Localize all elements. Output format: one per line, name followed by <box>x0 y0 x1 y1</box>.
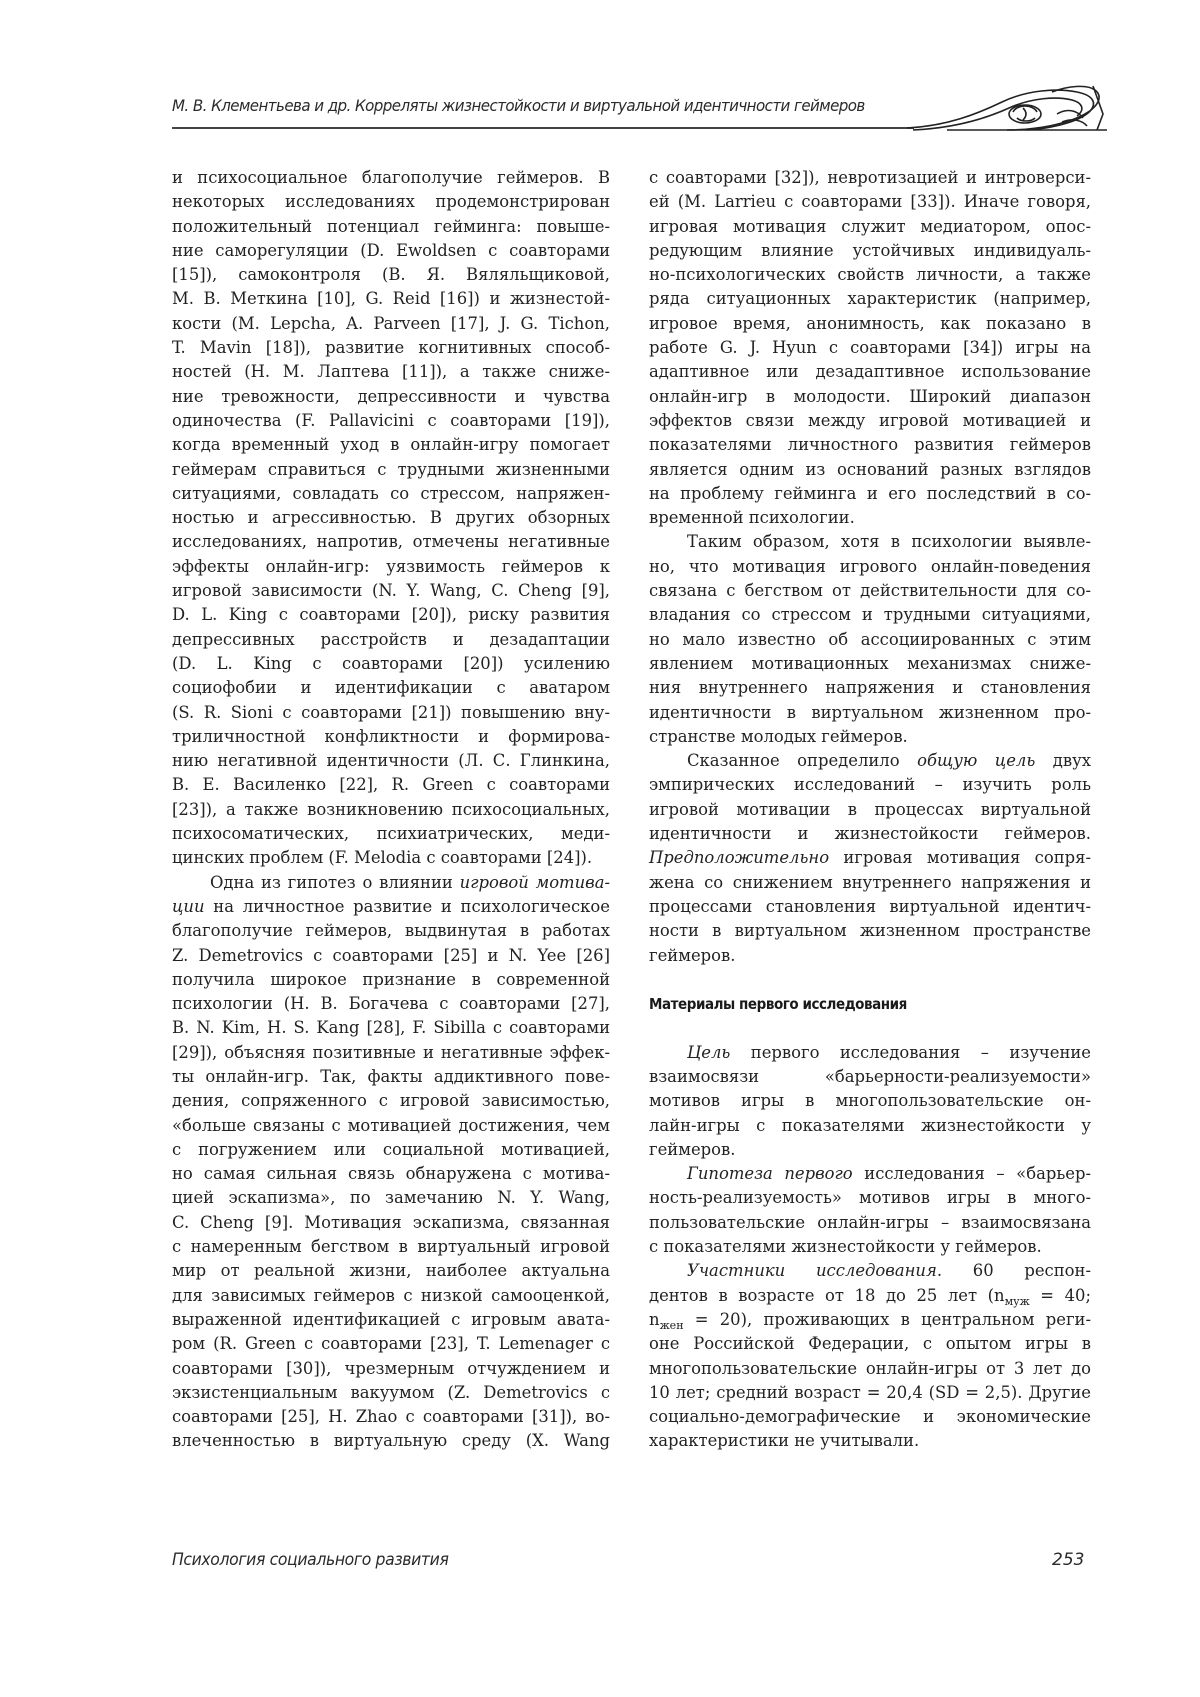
text-span: психологии (Н. В. Богачева с соавторами [27], <box>172 994 610 1014</box>
running-title: М. В. Клементьева и др. Корреляты жизнестойкости и виртуальной идентичности геймеров <box>172 96 865 115</box>
text-line <box>172 798 610 822</box>
text-span: цией эскапизма», по замечанию N. Y. Wang, <box>172 1188 610 1208</box>
text-line <box>172 1089 610 1113</box>
text-span: для зависимых геймеров с низкой самооценкой, <box>172 1285 610 1305</box>
text-line <box>649 895 1091 919</box>
paragraph-first-line <box>172 871 610 895</box>
text-span: ностью и агрессивностью. В других обзорных <box>172 508 610 528</box>
text-span: ром (R. Green с соавторами [23], T. Lemenager с <box>172 1334 610 1354</box>
blank-line <box>649 968 1091 992</box>
paragraph-first-line <box>649 530 1091 554</box>
text-line <box>649 1405 1091 1429</box>
text-line <box>172 336 610 360</box>
text-line <box>172 773 610 797</box>
text-span: [29]), объясняя позитивные и негативные эффек- <box>172 1042 610 1062</box>
text-line <box>172 968 610 992</box>
text-span: ностей (Н. М. Лаптева [11]), а также сниже- <box>172 362 610 382</box>
text-line <box>172 215 610 239</box>
text-span: [15]), самоконтроля (В. Я. Вяляльщиковой, <box>172 265 610 285</box>
paragraph-first-line <box>649 749 1091 773</box>
text-span: ты онлайн-игр. Так, факты аддиктивного пове- <box>172 1066 610 1086</box>
text-line <box>649 312 1091 336</box>
text-span: первого исследования – изучение <box>730 1042 1091 1062</box>
italic-text: Цель <box>687 1042 731 1062</box>
text-span: мир от реальной жизни, наиболее актуальна <box>172 1261 610 1281</box>
text-span: игровое время, анонимность, как показано в <box>649 313 1091 333</box>
text-line <box>172 1429 610 1453</box>
text-line <box>649 1284 1091 1308</box>
text-line <box>649 919 1091 943</box>
text-line <box>172 676 610 700</box>
text-span: редующим влияние устойчивых индивидуаль- <box>649 240 1091 260</box>
text-line <box>172 1284 610 1308</box>
text-span: (D. L. King с соавторами [20]) усилению <box>172 653 610 673</box>
text-line <box>649 701 1091 725</box>
text-span: социофобии и идентификации с аватаром <box>172 678 610 698</box>
text-span: Таким образом, хотя в психологии выявле- <box>687 532 1091 552</box>
text-line <box>172 360 610 384</box>
text-span: 10 лет; средний возраст = 20,4 (SD = 2,5). Другие <box>649 1382 1091 1402</box>
text-span: исследованиях, напротив, отмечены негативные <box>172 532 610 552</box>
text-span: оне Российской Федерации, с опытом игры в <box>649 1334 1091 1354</box>
text-span: явлением мотивационных механизмах сниже- <box>649 653 1091 673</box>
paragraph-first-line <box>649 1259 1091 1283</box>
text-span: показателями личностного развития геймеров <box>649 435 1091 455</box>
running-header <box>172 96 1102 136</box>
italic-text: Предположительно <box>649 848 830 868</box>
text-line <box>172 603 610 627</box>
text-span: связана с бегством от действительности для со- <box>649 581 1091 601</box>
text-span: жена со снижением внутреннего напряжения и <box>649 872 1091 892</box>
text-span: экзистенциальным вакуумом (Z. Demetrovics с <box>172 1382 610 1402</box>
text-span: дентов в возрасте от 18 до 25 лет (n <box>649 1285 1005 1305</box>
text-span: когда временный уход в онлайн-игру помогает <box>172 435 610 455</box>
text-line <box>649 166 1091 190</box>
text-line <box>172 239 610 263</box>
text-line <box>649 263 1091 287</box>
header-rule <box>172 127 914 129</box>
text-line <box>649 239 1091 263</box>
text-span: = 40; <box>1029 1285 1091 1305</box>
text-span: ряда ситуационных характеристик (например, <box>649 289 1091 309</box>
text-line <box>649 190 1091 214</box>
text-span: психосоматических, психиатрических, меди- <box>172 824 610 844</box>
text-line <box>172 1259 610 1283</box>
text-line <box>649 1429 1091 1453</box>
text-line <box>172 458 610 482</box>
italic-text: общую цель <box>917 751 1036 771</box>
text-line <box>172 846 610 870</box>
text-line <box>649 1308 1091 1332</box>
text-line <box>172 433 610 457</box>
text-line <box>649 846 1091 870</box>
text-line <box>172 482 610 506</box>
text-span: . 60 респон- <box>936 1261 1091 1281</box>
section-heading <box>649 992 1047 1016</box>
text-span: получила широкое признание в современной <box>172 969 610 989</box>
text-span: ей (M. Larrieu с соавторами [33]). Иначе говоря, <box>649 192 1091 212</box>
text-line <box>172 1114 610 1138</box>
text-line <box>649 1114 1091 1138</box>
blank-line <box>649 1016 1091 1040</box>
italic-text: Гипотеза первого <box>687 1164 853 1184</box>
text-line <box>649 458 1091 482</box>
text-span: эмпирических исследований – изучить роль <box>649 775 1091 795</box>
text-span: D. L. King с соавторами [20]), риску развития <box>172 605 610 625</box>
text-line <box>172 944 610 968</box>
text-span: двух <box>1035 751 1091 771</box>
text-span: эффекты онлайн-игр: уязвимость геймеров к <box>172 556 610 576</box>
text-span: на проблему гейминга и его последствий в со- <box>649 483 1091 503</box>
text-span: благополучие геймеров, выдвинутая в работах <box>172 921 610 941</box>
text-span: ния внутреннего напряжения и становления <box>649 678 1091 698</box>
text-line <box>172 1162 610 1186</box>
text-span: = 20), проживающих в центральном реги- <box>683 1309 1091 1329</box>
text-line <box>172 895 610 919</box>
subscript: жен <box>659 1318 684 1332</box>
text-line <box>172 1405 610 1429</box>
text-line <box>649 1332 1091 1356</box>
text-span: цинских проблем (F. Melodia с соавторами [24]). <box>172 848 593 868</box>
text-line <box>649 1211 1091 1235</box>
text-span: положительный потенциал гейминга: повыше- <box>172 216 610 236</box>
text-span: взаимосвязи «барьерности-реализуемости» <box>649 1066 1091 1086</box>
text-line <box>172 385 610 409</box>
text-span: и психосоциальное благополучие геймеров. В <box>172 168 610 187</box>
page-number: 253 <box>1052 1550 1085 1570</box>
text-line <box>649 1235 1091 1259</box>
text-line <box>649 628 1091 652</box>
text-line <box>172 992 610 1016</box>
text-span: игровая мотивация служит медиатором, опос- <box>649 216 1091 236</box>
text-span: ность-реализуемость» мотивов игры в много- <box>649 1188 1091 1208</box>
text-span: с показателями жизнестойкости у геймеров. <box>649 1237 1042 1257</box>
text-span: Z. Demetrovics с соавторами [25] и N. Yee [26] <box>172 945 610 965</box>
text-line <box>172 1016 610 1040</box>
text-line <box>172 287 610 311</box>
text-span: одиночества (F. Pallavicini с соавторами [19]), <box>172 410 610 430</box>
text-line <box>649 1138 1091 1162</box>
text-line <box>649 1065 1091 1089</box>
text-line <box>172 579 610 603</box>
text-span: на личностное развитие и психологическое <box>204 896 610 916</box>
text-span: Сказанное определило <box>687 751 918 771</box>
text-line <box>172 628 610 652</box>
text-line <box>649 215 1091 239</box>
italic-text: игровой мотива- <box>459 872 611 892</box>
text-line <box>649 603 1091 627</box>
text-span: лайн-игры с показателями жизнестойкости у <box>649 1115 1091 1135</box>
text-span: игровой мотивации в процессах виртуальной <box>649 799 1091 819</box>
text-line <box>649 409 1091 433</box>
text-span: с соавторами [32]), невротизацией и интроверси- <box>649 168 1091 187</box>
text-line <box>649 385 1091 409</box>
art-nouveau-ornament-icon <box>907 84 1107 136</box>
text-span: владания со стрессом и трудными ситуациями, <box>649 605 1091 625</box>
text-line <box>649 1089 1091 1113</box>
text-span: идентичности в виртуальном жизненном про- <box>649 702 1091 722</box>
text-line <box>172 166 610 190</box>
text-span: C. Cheng [9]. Мотивация эскапизма, связанная <box>172 1212 610 1232</box>
text-line <box>649 676 1091 700</box>
text-span: В. Е. Василенко [22], R. Green с соавторами <box>172 775 610 795</box>
text-span: ности в виртуальном жизненном пространстве <box>649 921 1091 941</box>
text-span: ние саморегуляции (D. Ewoldsen с соавторами <box>172 240 610 260</box>
text-span: триличностной конфликтности и формирова- <box>172 726 610 746</box>
left-column <box>172 166 610 1454</box>
text-span: является одним из оснований разных взглядов <box>649 459 1091 479</box>
text-span: но-психологических свойств личности, а также <box>649 265 1091 285</box>
text-span: М. В. Меткина [10], G. Reid [16]) и жизнестой- <box>172 289 610 309</box>
text-line <box>649 579 1091 603</box>
text-line <box>172 1065 610 1089</box>
text-span: некоторых исследованиях продемонстрирован <box>172 192 610 212</box>
text-line <box>649 773 1091 797</box>
text-span: (S. R. Sioni с соавторами [21]) повышению вну- <box>172 702 610 722</box>
text-line <box>172 1381 610 1405</box>
text-line <box>172 1041 610 1065</box>
italic-text: ции <box>172 896 205 916</box>
text-span: идентичности и жизнестойкости геймеров. <box>649 824 1091 844</box>
text-span: работе G. J. Hyun с соавторами [34]) игры на <box>649 338 1091 358</box>
text-line <box>172 919 610 943</box>
text-span: нию негативной идентичности (Л. С. Глинкина, <box>172 751 610 771</box>
text-span: характеристики не учитывали. <box>649 1431 920 1451</box>
text-line <box>649 336 1091 360</box>
paragraph-first-line <box>649 1041 1091 1065</box>
text-span: процессами становления виртуальной идентич- <box>649 896 1091 916</box>
text-span: но мало известно об ассоциированных с этим <box>649 629 1091 649</box>
text-span: игровая мотивация сопря- <box>829 848 1091 868</box>
text-line <box>649 725 1091 749</box>
text-line <box>649 1357 1091 1381</box>
text-line <box>172 725 610 749</box>
text-span: с намеренным бегством в виртуальный игровой <box>172 1237 610 1257</box>
subscript: муж <box>1004 1294 1030 1308</box>
paragraph-first-line <box>649 1162 1091 1186</box>
text-line <box>649 433 1091 457</box>
text-span: геймерам справиться с трудными жизненными <box>172 459 610 479</box>
text-line <box>649 1186 1091 1210</box>
text-span: T. Mavin [18]), развитие когнитивных способ- <box>172 338 610 358</box>
text-line <box>172 312 610 336</box>
text-span: [23]), а также возникновению психосоциальных, <box>172 799 610 819</box>
text-line <box>172 530 610 554</box>
text-line <box>172 652 610 676</box>
text-line <box>172 749 610 773</box>
text-line <box>172 1235 610 1259</box>
text-line <box>649 652 1091 676</box>
text-line <box>649 822 1091 846</box>
text-span: игровой зависимости (N. Y. Wang, C. Cheng [9], <box>172 581 610 601</box>
text-span: онлайн-игр в молодости. Широкий диапазон <box>649 386 1091 406</box>
text-span: геймеров. <box>649 1139 736 1159</box>
text-line <box>649 287 1091 311</box>
text-span: «больше связаны с мотивацией достижения, чем <box>172 1115 610 1135</box>
text-span: странстве молодых геймеров. <box>649 726 908 746</box>
text-span: n <box>649 1309 660 1329</box>
text-span: ситуациями, совладать со стрессом, напряжен- <box>172 483 610 503</box>
italic-text: Участники исследования <box>687 1261 937 1281</box>
text-line <box>172 1138 610 1162</box>
text-line <box>172 1332 610 1356</box>
text-span: эффектов связи между игровой мотивацией и <box>649 410 1091 430</box>
text-span: дения, сопряженного с игровой зависимостью, <box>172 1091 610 1111</box>
text-line <box>172 1211 610 1235</box>
text-span: Одна из гипотез о влиянии <box>210 872 460 892</box>
text-span: B. N. Kim, H. S. Kang [28], F. Sibilla с соавторами <box>172 1018 610 1038</box>
text-span: соавторами [25], H. Zhao с соавторами [31]), во- <box>172 1407 610 1427</box>
text-span: геймеров. <box>649 945 736 965</box>
text-span: с погружением или социальной мотивацией, <box>172 1139 610 1159</box>
text-span: выраженной идентификацией с игровым авата- <box>172 1309 610 1329</box>
text-line <box>172 1357 610 1381</box>
text-line <box>649 798 1091 822</box>
text-span: многопользовательские онлайн-игры от 3 лет до <box>649 1358 1091 1378</box>
text-span: временной психологии. <box>649 508 855 528</box>
text-span: кости (M. Lepcha, A. Parveen [17], J. G. Tichon, <box>172 313 610 333</box>
text-span: влеченностью в виртуальную среду (X. Wang <box>172 1431 610 1451</box>
text-span: пользовательские онлайн-игры – взаимосвязана <box>649 1212 1091 1232</box>
text-line <box>649 482 1091 506</box>
footer-journal-title: Психология социального развития <box>172 1550 449 1570</box>
text-line <box>172 1186 610 1210</box>
text-line <box>649 944 1091 968</box>
text-line <box>172 1308 610 1332</box>
text-line <box>649 506 1091 530</box>
text-line <box>172 701 610 725</box>
text-span: но самая сильная связь обнаружена с мотива- <box>172 1164 610 1184</box>
text-line <box>172 409 610 433</box>
text-span: адаптивное или дезадаптивное использование <box>649 362 1091 382</box>
text-span: соавторами [30]), чрезмерным отчуждением и <box>172 1358 610 1378</box>
text-line <box>172 822 610 846</box>
text-line <box>172 555 610 579</box>
text-line <box>172 506 610 530</box>
text-span: мотивов игры в многопользовательские он- <box>649 1091 1091 1111</box>
text-span: Материалы первого исследования <box>649 995 907 1014</box>
text-line <box>172 190 610 214</box>
text-line <box>649 360 1091 384</box>
right-column <box>649 166 1091 1454</box>
text-span: но, что мотивация игрового онлайн-поведения <box>649 556 1091 576</box>
text-span: социально-демографические и экономические <box>649 1407 1091 1427</box>
text-span: исследования – «барьер- <box>852 1164 1091 1184</box>
text-line <box>649 1381 1091 1405</box>
text-span: депрессивных расстройств и дезадаптации <box>172 629 610 649</box>
text-line <box>649 871 1091 895</box>
text-line <box>649 555 1091 579</box>
text-span: ние тревожности, депрессивности и чувства <box>172 386 610 406</box>
text-line <box>172 263 610 287</box>
